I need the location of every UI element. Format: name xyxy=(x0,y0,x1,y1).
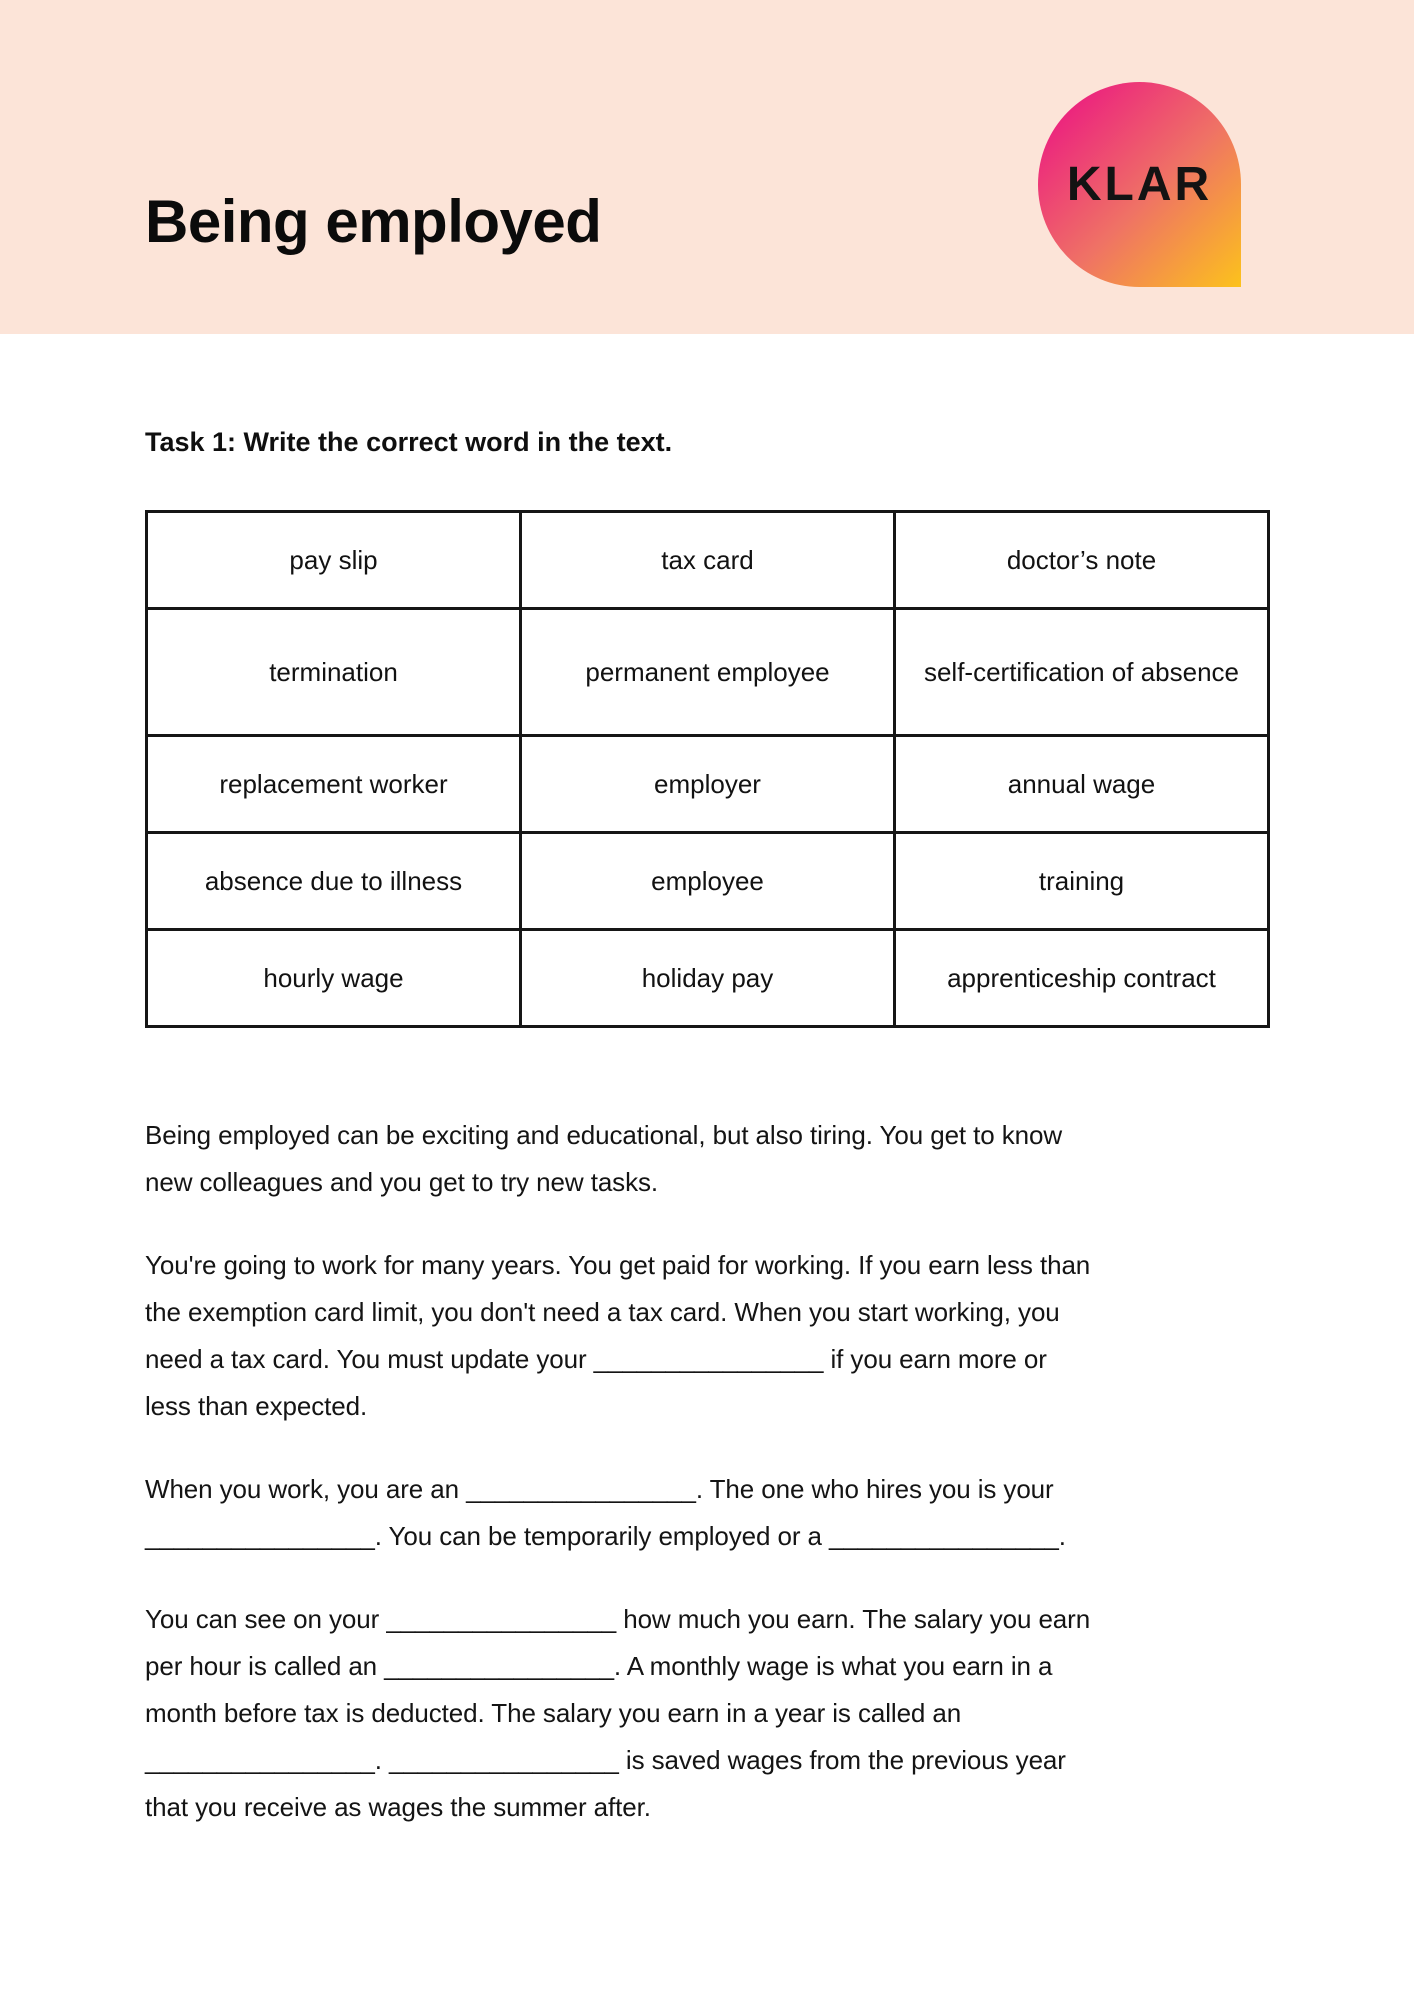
word-cell: replacement worker xyxy=(147,736,521,833)
text-line: ________________. ________________ is saved wages from the previous year xyxy=(145,1745,1066,1775)
word-cell: absence due to illness xyxy=(147,833,521,930)
paragraph xyxy=(145,1112,1295,1206)
klar-logo xyxy=(1038,82,1241,287)
text-line: less than expected. xyxy=(145,1391,368,1421)
table-row xyxy=(147,930,1269,1027)
table-row xyxy=(147,833,1269,930)
text-line: new colleagues and you get to try new tasks. xyxy=(145,1167,659,1197)
page-title: Being employed xyxy=(145,188,602,256)
paragraph xyxy=(145,1466,1295,1560)
text-line: that you receive as wages the summer after. xyxy=(145,1792,651,1822)
word-cell: permanent employee xyxy=(521,609,895,736)
word-cell: hourly wage xyxy=(147,930,521,1027)
text-line: need a tax card. You must update your ________________ if you earn more or xyxy=(145,1344,1047,1374)
word-cell: termination xyxy=(147,609,521,736)
text-line: When you work, you are an ________________. The one who hires you is your xyxy=(145,1474,1054,1504)
text-line: You're going to work for many years. You get paid for working. If you earn less than xyxy=(145,1250,1091,1280)
word-cell: self-certification of absence xyxy=(895,609,1269,736)
worksheet-body xyxy=(145,1112,1295,1867)
task-heading: Task 1: Write the correct word in the text. xyxy=(145,427,673,457)
text-line: the exemption card limit, you don't need a tax card. When you start working, you xyxy=(145,1297,1060,1327)
word-cell: holiday pay xyxy=(521,930,895,1027)
word-cell: employer xyxy=(521,736,895,833)
word-cell: doctor’s note xyxy=(895,512,1269,609)
text-line: ________________. You can be temporarily employed or a ________________. xyxy=(145,1521,1066,1551)
word-cell: employee xyxy=(521,833,895,930)
klar-logo-text: KLAR xyxy=(1066,157,1213,211)
table-row xyxy=(147,512,1269,609)
table-row xyxy=(147,736,1269,833)
paragraph xyxy=(145,1242,1295,1430)
word-cell: tax card xyxy=(521,512,895,609)
text-line: You can see on your ________________ how much you earn. The salary you earn xyxy=(145,1604,1091,1634)
text-line: per hour is called an ________________. A monthly wage is what you earn in a xyxy=(145,1651,1053,1681)
table-row xyxy=(147,609,1269,736)
text-line: Being employed can be exciting and educational, but also tiring. You get to know xyxy=(145,1120,1063,1150)
word-bank-table xyxy=(145,510,1270,1028)
word-cell: training xyxy=(895,833,1269,930)
word-cell: annual wage xyxy=(895,736,1269,833)
header-band xyxy=(0,0,1414,334)
word-cell: pay slip xyxy=(147,512,521,609)
word-cell: apprenticeship contract xyxy=(895,930,1269,1027)
text-line: month before tax is deducted. The salary you earn in a year is called an xyxy=(145,1698,962,1728)
paragraph xyxy=(145,1596,1295,1831)
